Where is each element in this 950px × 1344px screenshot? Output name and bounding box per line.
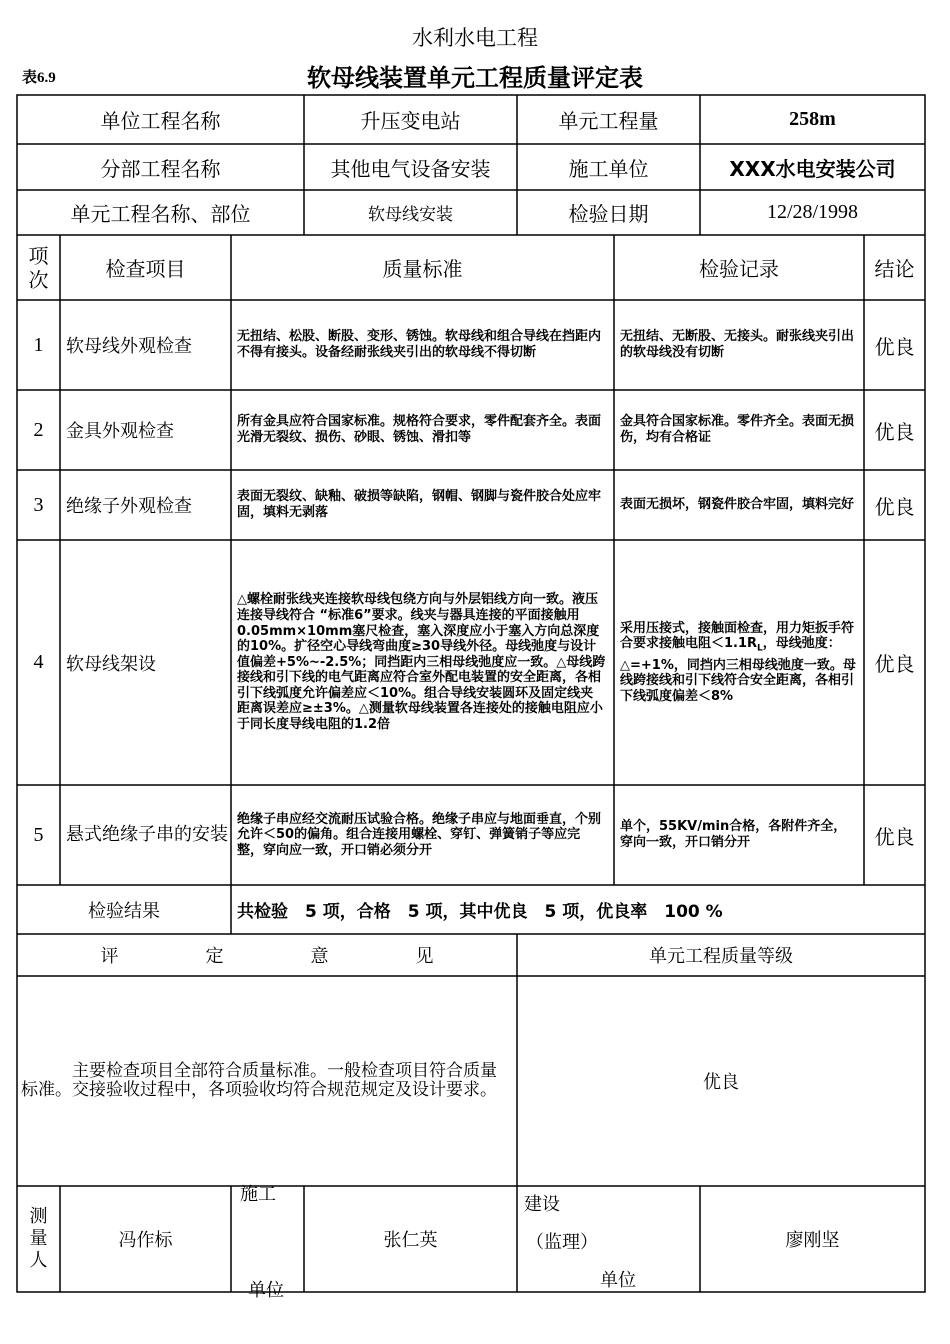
quality-standard: 表面无裂纹、缺釉、破损等缺陷，钢帽、钢脚与瓷件胶合处应牢固，填料无剥落 <box>237 489 602 520</box>
inspection-record: 表面无损坏，钢瓷件胶合牢固，填料完好 <box>620 497 855 513</box>
contractor-sign-label-bottom: 单位 <box>248 1280 284 1301</box>
form-title: 软母线装置单元工程质量评定表 <box>307 64 643 92</box>
column-header-record: 检验记录 <box>699 257 779 281</box>
evaluation-opinion-text: 主要检查项目全部符合质量标准。一般检查项目符合质量标准。交接验收过程中，各项验收均符合规范规定及设计要求。 <box>21 1061 497 1100</box>
contractor-signer-name: 张仁英 <box>383 1230 438 1251</box>
inspection-item: 悬式绝缘子串的安装 <box>66 824 228 845</box>
record-text-part1: 采用压接式，接触面检查，用力矩扳手符合要求接触电阻＜1.1R <box>620 620 855 652</box>
conclusion: 优良 <box>874 334 915 359</box>
quality-standard: △螺栓耐张线夹连接软母线包绕方向与外层铝线方向一致。液压连接导线符合 “标准6”要求。线夹与器具连接的平面接触用0.05mm×10mm塞尺检查，塞入深度应小于塞入方向总深度的10%。扩径空心导线弯曲度≥30导线外径。母线弛度与设计值偏差+5%~-2.5%；同挡距内三相母线弛度应一致。△母线跨接线和引下线的电气距离应符合室外配电装置的安全距离，各相引下线弧度允许偏差应＜10%。组合导线安装圆环及固定线夹距离误差应≥±3%。△测量软母线装置各连接处的接触电阻应小于同长度导线电阻的1.2倍 <box>237 592 606 733</box>
inspection-item: 软母线外观检查 <box>66 336 192 357</box>
quality-standard: 无扭结、松股、断股、变形、锈蚀。软母线和组合导线在挡距内不得有接头。设备经耐张线夹引出的软母线不得切断 <box>237 329 602 360</box>
quality-grade-value: 优良 <box>703 1072 739 1093</box>
division-label: 分部工程名称 <box>100 156 221 181</box>
surveyor-name: 冯作标 <box>118 1230 173 1251</box>
inspection-record: 金具符合国家标准。零件齐全。表面无损伤，均有合格证 <box>620 414 855 445</box>
row-number: 3 <box>33 493 44 516</box>
quality-standard: 绝缘子串应经交流耐压试验合格。绝缘子串应与地面垂直，个别允许＜50的偏角。组合连接用螺栓、穿钉、弹簧销子等应完整，穿向应一致，开口销必须分开 <box>237 811 602 858</box>
contractor-value: XXX水电安装公司 <box>729 156 896 181</box>
organization-name: 水利水电工程 <box>412 26 538 50</box>
result-label: 检验结果 <box>88 900 160 922</box>
unit-project-label: 单位工程名称 <box>100 109 221 133</box>
unit-project-value: 升压变电站 <box>360 109 461 133</box>
quality-standard: 所有金具应符合国家标准。规格符合要求，零件配套齐全。表面光滑无裂纹、损伤、砂眼、锈蚀、滑扣等 <box>237 414 602 445</box>
result-text: 共检验 5 项，合格 5 项，其中优良 5 项，优良率 100 % <box>237 902 723 922</box>
column-header-standard: 质量标准 <box>382 257 463 281</box>
quality-grade-label: 单元工程质量等级 <box>649 946 793 967</box>
inspection-item: 软母线架设 <box>66 653 156 675</box>
element-quantity-value: 258m <box>789 108 836 130</box>
surveyor-label: 测量人 <box>29 1206 48 1271</box>
division-value: 其他电气设备安装 <box>330 156 491 181</box>
inspection-date-value: 12/28/1998 <box>766 201 859 223</box>
inspection-date-label: 检验日期 <box>568 202 649 226</box>
conclusion: 优良 <box>874 652 915 676</box>
conclusion: 优良 <box>874 419 915 444</box>
inspection-record: 单个，55KV/min合格，各附件齐全，穿向一致，开口销分开 <box>620 819 847 850</box>
record-text-part2: ，母线弛度：△=+1%，同挡内三相母线弛度一致。母线跨接线和引下线符合安全距离，各相引下线弧度偏差＜8% <box>620 636 856 704</box>
column-header-conclusion: 结论 <box>874 257 915 281</box>
contractor-sign-label-top: 施工 <box>240 1184 276 1205</box>
conclusion: 优良 <box>874 494 915 519</box>
inspection-record <box>614 540 864 785</box>
contractor-label: 施工单位 <box>568 156 649 181</box>
row-number: 1 <box>33 333 44 356</box>
evaluation-opinion-label: 评 定 意 见 <box>100 946 434 967</box>
inspection-record: 无扭结、无断股、无接头。耐张线夹引出的软母线没有切断 <box>620 329 855 360</box>
row-number: 4 <box>33 651 44 673</box>
owner-label-line2: （监理） <box>526 1232 598 1253</box>
owner-label-line1: 建设 <box>524 1194 560 1215</box>
inspection-item: 绝缘子外观检查 <box>66 496 192 517</box>
owner-signer-name: 廖刚坚 <box>785 1230 840 1251</box>
row-number: 2 <box>33 418 44 441</box>
element-name-value: 软母线安装 <box>368 205 453 225</box>
element-quantity-label: 单元工程量 <box>558 109 659 133</box>
element-name-label: 单元工程名称、部位 <box>70 202 251 226</box>
inspection-item: 金具外观检查 <box>66 421 174 442</box>
owner-label-line3: 单位 <box>600 1270 636 1291</box>
conclusion: 优良 <box>874 824 915 849</box>
column-header-no: 项次 <box>28 243 49 292</box>
row-number: 5 <box>33 823 44 846</box>
record-subscript: L <box>757 643 763 654</box>
table-number: 表6.9 <box>22 70 56 86</box>
column-header-item: 检查项目 <box>105 257 186 281</box>
